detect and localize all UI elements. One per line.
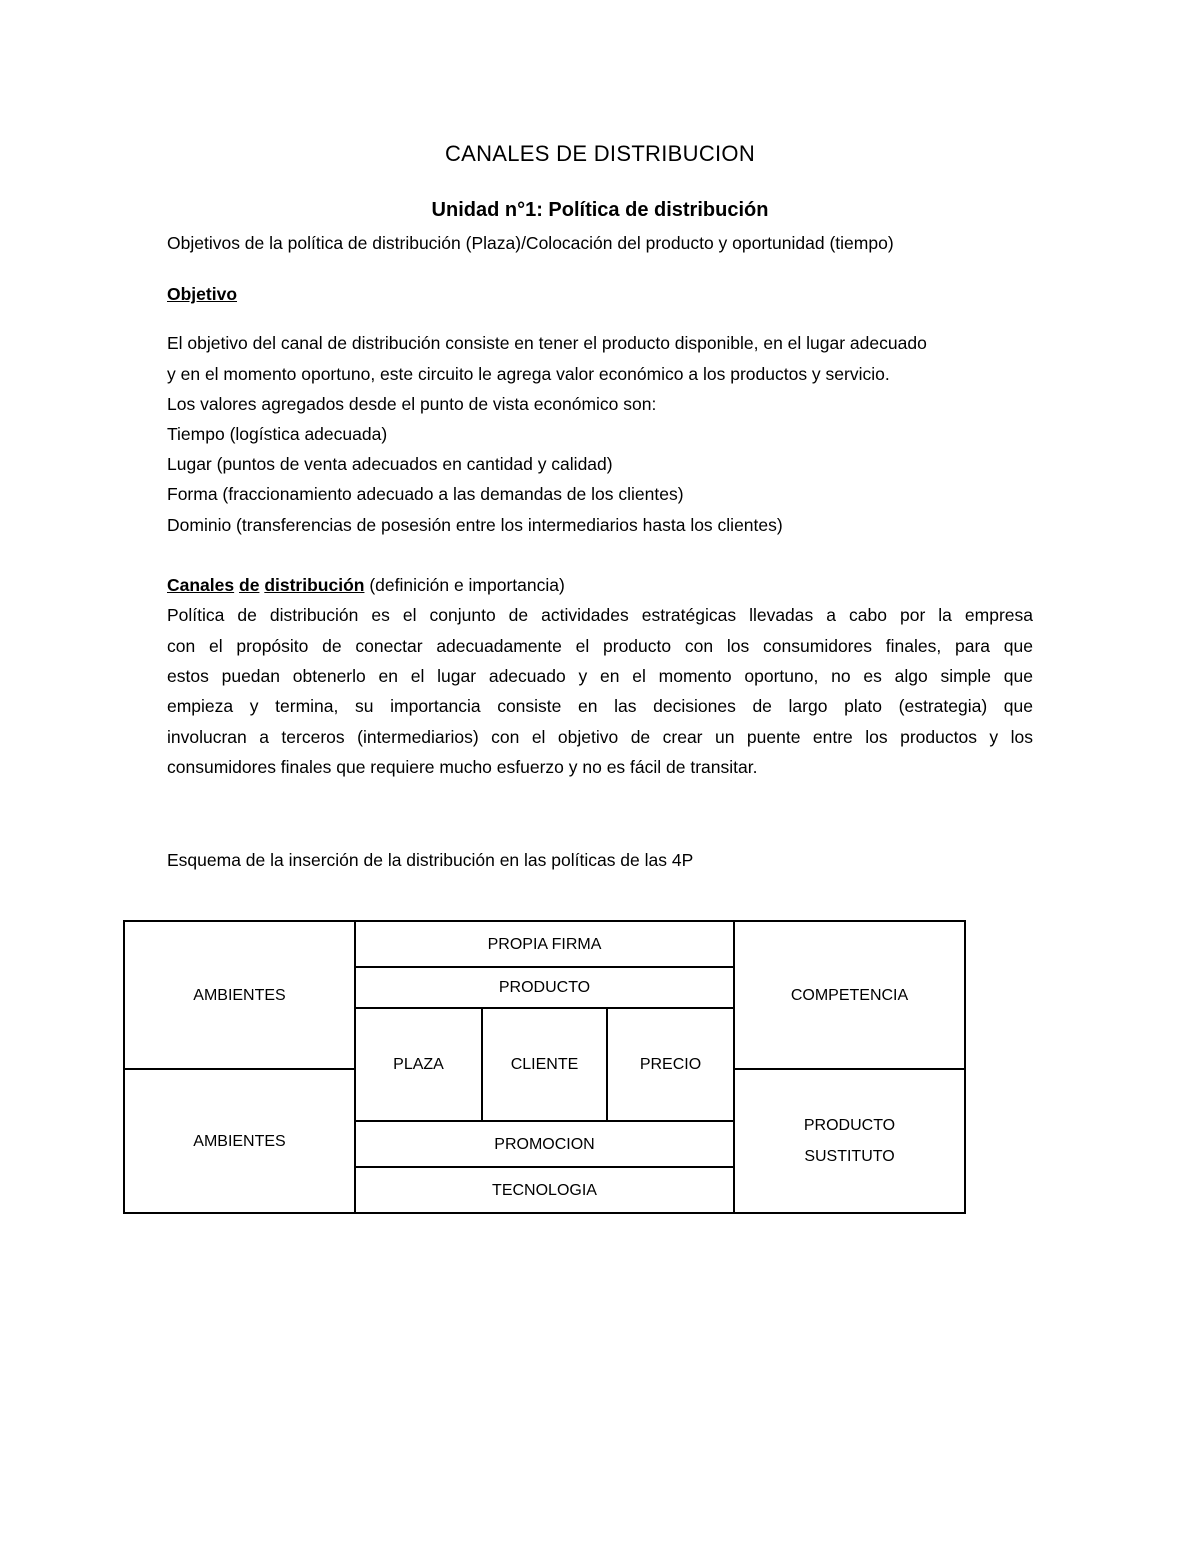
ambientes-top-box bbox=[123, 920, 356, 1070]
ambientes-top-label: AMBIENTES bbox=[193, 986, 286, 1004]
producto-sustituto-label-line1: PRODUCTO bbox=[803, 1117, 896, 1134]
tecnologia-label: TECNOLOGIA bbox=[492, 1181, 597, 1199]
canales-line: estos puedan obtenerlo en el lugar adecuado y en el momento oportuno, no es algo simple que bbox=[167, 666, 1033, 686]
producto-sustituto-label-line2: SUSTITUTO bbox=[804, 1148, 895, 1165]
objetivo-line: El objetivo del canal de distribución consiste en tener el producto disponible, en el lugar adecuado bbox=[167, 333, 927, 353]
objetivo-line: Forma (fraccionamiento adecuado a las demandas de los clientes) bbox=[167, 484, 684, 504]
canales-line: Política de distribución es el conjunto de actividades estratégicas llevadas a cabo por la empresa bbox=[167, 605, 1033, 625]
objetivo-line: Lugar (puntos de venta adecuados en cantidad y calidad) bbox=[167, 454, 613, 474]
objetivo-line: Los valores agregados desde el punto de vista económico son: bbox=[167, 394, 657, 414]
canales-line: con el propósito de conectar adecuadamente el producto con los consumidores finales, para que bbox=[167, 636, 1033, 656]
heading-word: de bbox=[239, 575, 260, 595]
canales-line: involucran a terceros (intermediarios) con el objetivo de crear un puente entre los productos y los bbox=[167, 727, 1033, 747]
diagram-caption: Esquema de la inserción de la distribución en las políticas de las 4P bbox=[167, 850, 694, 870]
canales-line: consumidores finales que requiere mucho esfuerzo y no es fácil de transitar. bbox=[167, 757, 758, 777]
producto-label: PRODUCTO bbox=[498, 979, 591, 996]
cliente-box bbox=[481, 1007, 608, 1122]
objetivo-line: y en el momento oportuno, este circuito le agrega valor económico a los productos y servicio. bbox=[167, 364, 890, 384]
cliente-label: CLIENTE bbox=[510, 1056, 579, 1073]
objetivo-line: Dominio (transferencias de posesión entre los intermediarios hasta los clientes) bbox=[167, 515, 783, 535]
intro-paragraph: Objetivos de la política de distribución (Plaza)/Colocación del producto y oportunidad (tiempo) bbox=[167, 233, 894, 253]
ambientes-bottom-box bbox=[123, 1068, 356, 1214]
document-title: CANALES DE DISTRIBUCION bbox=[444, 141, 756, 166]
heading-word: Canales bbox=[167, 575, 235, 595]
propia-firma-label: PROPIA FIRMA bbox=[487, 935, 602, 953]
producto-sustituto-box bbox=[733, 1068, 966, 1214]
competencia-label: COMPETENCIA bbox=[790, 986, 909, 1004]
heading-rest: (definición e importancia) bbox=[364, 575, 565, 595]
competencia-box bbox=[733, 920, 966, 1070]
section-heading-objetivo: Objetivo bbox=[167, 284, 238, 304]
promocion-box bbox=[354, 1120, 735, 1168]
ambientes-bottom-label: AMBIENTES bbox=[193, 1132, 286, 1150]
section-heading-canales bbox=[167, 575, 565, 596]
propia-firma-box bbox=[354, 920, 735, 968]
tecnologia-box bbox=[354, 1166, 735, 1214]
plaza-label: PLAZA bbox=[393, 1056, 444, 1073]
precio-label: PRECIO bbox=[639, 1056, 702, 1073]
document-subtitle: Unidad n°1: Política de distribución bbox=[431, 199, 769, 221]
canales-line: empieza y termina, su importancia consiste en las decisiones de largo plato (estrategia) que bbox=[167, 696, 1033, 716]
objetivo-line: Tiempo (logística adecuada) bbox=[167, 424, 388, 444]
precio-box bbox=[606, 1007, 735, 1122]
heading-word: distribución bbox=[264, 575, 365, 595]
plaza-box bbox=[354, 1007, 483, 1122]
producto-box bbox=[354, 966, 735, 1009]
promocion-label: PROMOCION bbox=[494, 1135, 595, 1153]
